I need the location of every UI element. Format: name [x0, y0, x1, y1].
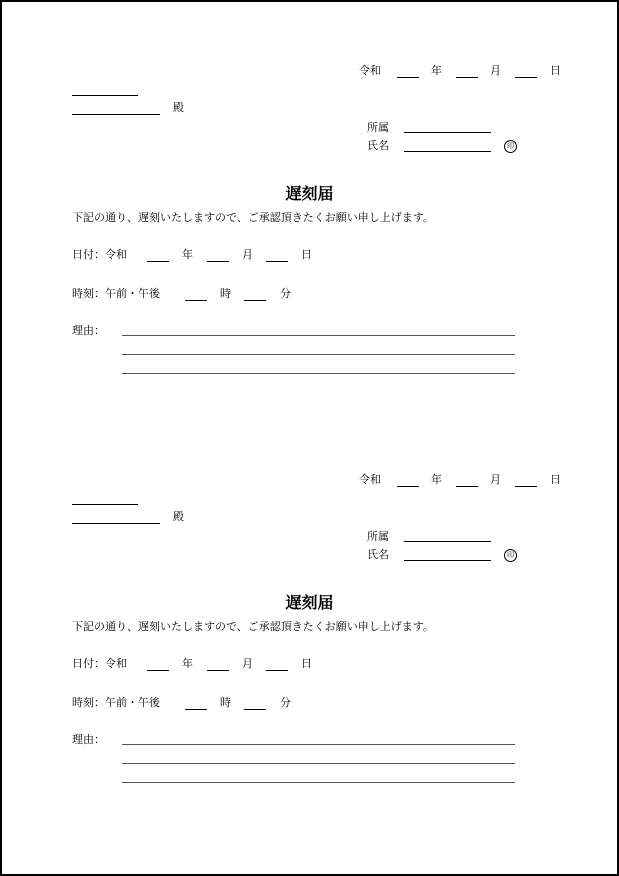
- header-month-blank[interactable]: [456, 486, 478, 487]
- header-month-blank[interactable]: [456, 77, 478, 78]
- header-date-era: 令和: [359, 64, 381, 77]
- header-year-blank[interactable]: [397, 486, 419, 487]
- name-blank[interactable]: [404, 151, 491, 152]
- time-minute-blank[interactable]: [244, 300, 266, 301]
- reason-line-3[interactable]: [122, 373, 515, 374]
- affiliation-blank[interactable]: [404, 132, 491, 133]
- addressee-suffix: 殿: [173, 510, 184, 523]
- header-day-blank[interactable]: [515, 486, 537, 487]
- time-hour-label: 時: [220, 696, 231, 709]
- tardiness-form-2: [2, 411, 617, 811]
- reason-line-2[interactable]: [122, 354, 515, 355]
- date-field-month-blank[interactable]: [207, 670, 229, 671]
- date-field-month: 月: [242, 657, 253, 670]
- name-label: 氏名: [367, 548, 389, 561]
- time-minute-label: 分: [280, 696, 291, 709]
- affiliation-blank[interactable]: [404, 541, 491, 542]
- addressee-line-1[interactable]: [72, 95, 138, 96]
- date-field-year-blank[interactable]: [147, 261, 169, 262]
- header-year-label: 年: [431, 473, 442, 486]
- date-field-day: 日: [301, 248, 312, 261]
- time-hour-blank[interactable]: [185, 300, 207, 301]
- addressee-line-2[interactable]: [72, 114, 160, 115]
- time-field-label: 時刻：午前・午後: [72, 696, 160, 709]
- date-field-label: 日付：令和: [72, 657, 127, 670]
- reason-label: 理由：: [72, 324, 105, 337]
- date-field-day-blank[interactable]: [266, 670, 288, 671]
- date-field-day: 日: [301, 657, 312, 670]
- form-body-text: 下記の通り、遅刻いたしますので、ご承認頂きたくお願い申し上げます。: [72, 620, 434, 633]
- addressee-suffix: 殿: [173, 101, 184, 114]
- reason-line-3[interactable]: [122, 782, 515, 783]
- header-month-label: 月: [490, 64, 501, 77]
- header-day-label: 日: [550, 473, 561, 486]
- date-field-label: 日付：令和: [72, 248, 127, 261]
- header-date-era: 令和: [359, 473, 381, 486]
- addressee-line-2[interactable]: [72, 523, 160, 524]
- date-field-month: 月: [242, 248, 253, 261]
- reason-label: 理由：: [72, 733, 105, 746]
- reason-line-2[interactable]: [122, 763, 515, 764]
- seal-mark: 印: [504, 140, 517, 153]
- header-year-label: 年: [431, 64, 442, 77]
- form-body-text: 下記の通り、遅刻いたしますので、ご承認頂きたくお願い申し上げます。: [72, 211, 434, 224]
- form-title: 遅刻届: [285, 593, 334, 612]
- header-day-label: 日: [550, 64, 561, 77]
- header-year-blank[interactable]: [397, 77, 419, 78]
- date-field-year: 年: [182, 657, 193, 670]
- date-field-year: 年: [182, 248, 193, 261]
- form-title: 遅刻届: [285, 184, 334, 203]
- affiliation-label: 所属: [367, 121, 389, 134]
- date-field-month-blank[interactable]: [207, 261, 229, 262]
- time-minute-label: 分: [280, 287, 291, 300]
- date-field-day-blank[interactable]: [266, 261, 288, 262]
- addressee-line-1[interactable]: [72, 504, 138, 505]
- name-label: 氏名: [367, 139, 389, 152]
- name-blank[interactable]: [404, 560, 491, 561]
- affiliation-label: 所属: [367, 530, 389, 543]
- date-field-year-blank[interactable]: [147, 670, 169, 671]
- reason-line-1[interactable]: [122, 335, 515, 336]
- time-hour-label: 時: [220, 287, 231, 300]
- time-minute-blank[interactable]: [244, 709, 266, 710]
- time-hour-blank[interactable]: [185, 709, 207, 710]
- time-field-label: 時刻：午前・午後: [72, 287, 160, 300]
- seal-mark: 印: [504, 549, 517, 562]
- header-month-label: 月: [490, 473, 501, 486]
- reason-line-1[interactable]: [122, 744, 515, 745]
- tardiness-form-1: [2, 2, 617, 402]
- header-day-blank[interactable]: [515, 77, 537, 78]
